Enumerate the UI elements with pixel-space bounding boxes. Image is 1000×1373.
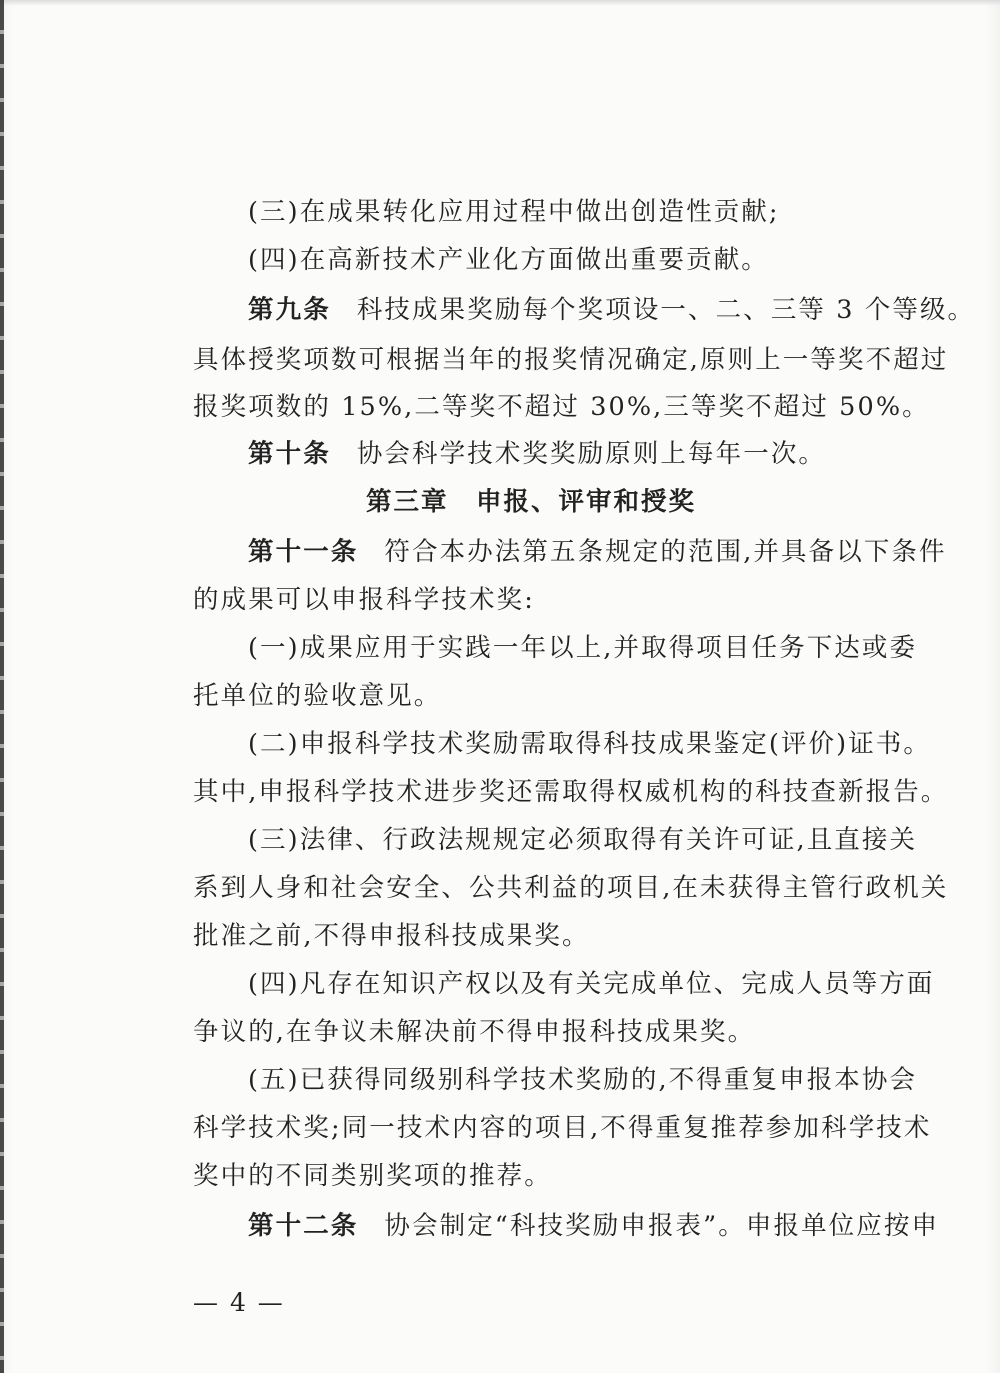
- condition-four-continued: 争议的,在争议未解决前不得申报科技成果奖。: [193, 1017, 756, 1047]
- condition-four: (四)凡存在知识产权以及有关完成单位、完成人员等方面: [248, 969, 935, 999]
- article-eleven-continued: 的成果可以申报科学技术奖:: [193, 585, 535, 615]
- condition-one-continued: 托单位的验收意见。: [193, 681, 442, 711]
- condition-three-continued-1: 系到人身和社会安全、公共利益的项目,在未获得主管行政机关: [193, 873, 949, 903]
- article-label: 第十二条: [248, 1211, 359, 1241]
- page-number: — 4 —: [193, 1288, 285, 1317]
- article-ten: 第十条 协会科学技术奖奖励原则上每年一次。: [248, 439, 827, 469]
- condition-two-continued: 其中,申报科学技术进步奖还需取得权威机构的科技查新报告。: [193, 777, 949, 807]
- article-nine-continued-2: 报奖项数的 15%,二等奖不超过 30%,三等奖不超过 50%。: [193, 392, 930, 422]
- article-eleven: 第十一条 符合本办法第五条规定的范围,并具备以下条件: [248, 537, 947, 567]
- condition-one: (一)成果应用于实践一年以上,并取得项目任务下达或委: [248, 633, 918, 663]
- item-four: (四)在高新技术产业化方面做出重要贡献。: [248, 245, 769, 275]
- article-label: 第十条: [248, 439, 331, 469]
- condition-two: (二)申报科学技术奖励需取得科技成果鉴定(评价)证书。: [248, 729, 931, 759]
- article-label: 第十一条: [248, 537, 359, 567]
- condition-three: (三)法律、行政法规规定必须取得有关许可证,且直接关: [248, 825, 918, 855]
- chapter-heading: 第三章 申报、评审和授奖: [365, 487, 696, 517]
- condition-three-continued-2: 批准之前,不得申报科技成果奖。: [193, 921, 590, 951]
- item-three: (三)在成果转化应用过程中做出创造性贡献;: [248, 197, 780, 227]
- article-label: 第九条: [248, 295, 331, 325]
- scan-top-shadow: [0, 0, 1000, 6]
- scan-left-edge: [0, 0, 4, 1373]
- condition-five-continued-1: 科学技术奖;同一技术内容的项目,不得重复推荐参加科学技术: [193, 1113, 932, 1143]
- article-nine-continued-1: 具体授奖项数可根据当年的报奖情况确定,原则上一等奖不超过: [193, 345, 949, 375]
- article-nine: 第九条 科技成果奖励每个奖项设一、二、三等 3 个等级。: [248, 295, 976, 325]
- article-twelve: 第十二条 协会制定“科技奖励申报表”。申报单位应按申: [248, 1211, 940, 1241]
- condition-five: (五)已获得同级别科学技术奖励的,不得重复申报本协会: [248, 1065, 918, 1095]
- condition-five-continued-2: 奖中的不同类别奖项的推荐。: [193, 1161, 552, 1191]
